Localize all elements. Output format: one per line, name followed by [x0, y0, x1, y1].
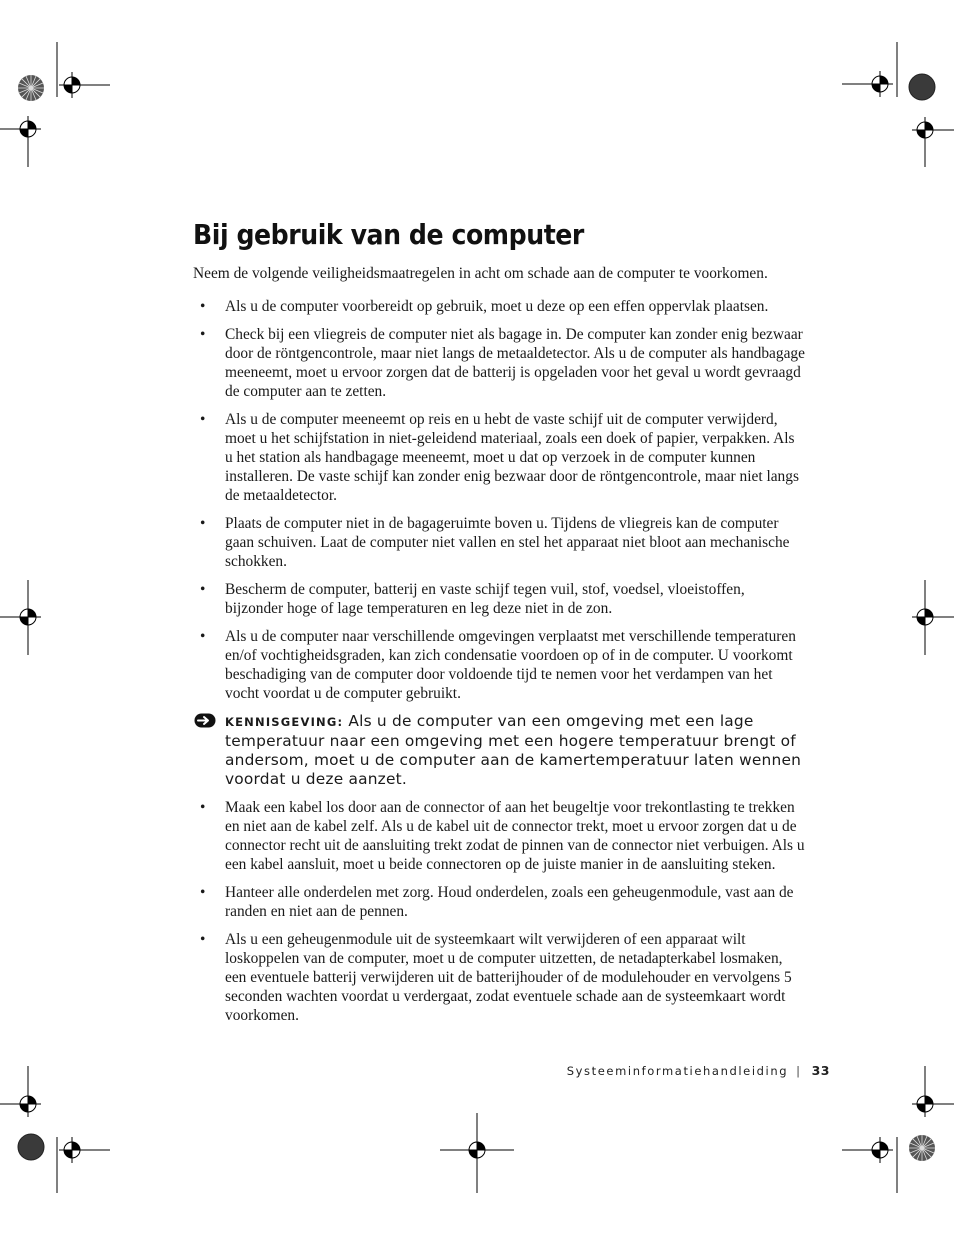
list-item-text: Plaats de computer niet in de bagageruimte boven u. Tijdens de vliegreis kan de computer gaan schuiven. Laat de computer niet vallen en stel het apparaat niet bloot aan mechanische schokken. — [225, 515, 790, 570]
bullet-icon: • — [200, 884, 206, 901]
notice-label: KENNISGEVING: — [225, 715, 344, 729]
bullet-icon: • — [200, 931, 206, 948]
page-number: 33 — [811, 1063, 830, 1078]
intro-paragraph: Neem de volgende veiligheidsmaatregelen in acht om schade aan de computer te voorkomen. — [193, 265, 768, 282]
list-item-text: Hanteer alle onderdelen met zorg. Houd onderdelen, zoals een geheugenmodule, vast aan de randen en niet aan de pennen. — [225, 884, 794, 920]
list-item-text: Als u de computer meeneemt op reis en u hebt de vaste schijf uit de computer verwijderd, moet u het schijfstation in niet-geleidend materiaal, zoals een doek of papier, verpakken. Als u het station als handbagage meeneemt, moet u dat op verzoek in de computer kunnen installeren. De vaste schijf kan zonder enig bezwaar door de röntgencontrole, maar niet langs de metaaldetector. — [225, 411, 799, 504]
list-item-text: Als u een geheugenmodule uit de systeemkaart wilt verwijderen of een apparaat wilt loskoppelen van de computer, moet u de computer uitzetten, de netadapterkabel losmaken, een eventuele batterij verwijderen uit de batterijhouder of de modulehouder en vervolgens 5 seconden wachten voordat u verdergaat, zodat eventuele schade aan de systeemkaart wordt voorkomen. — [225, 931, 792, 1024]
list-item — [193, 883, 805, 921]
list-item — [193, 627, 805, 703]
list-item — [193, 930, 805, 1025]
list-item — [193, 297, 805, 316]
footer-separator: | — [796, 1064, 802, 1078]
list-item — [193, 580, 805, 618]
list-item-text: Bescherm de computer, batterij en vaste schijf tegen vuil, stof, voedsel, vloeistoffen, bijzonder hoge of lage temperaturen en leg deze niet in de zon. — [225, 581, 745, 617]
list-item — [193, 514, 805, 571]
footer-book-title: Systeeminformatiehandleiding — [566, 1064, 789, 1078]
bullet-icon: • — [200, 298, 206, 315]
bullet-icon: • — [200, 326, 206, 343]
list-item-text: Als u de computer naar verschillende omgevingen verplaatst met verschillende temperaturen en/of vochtigheidsgraden, kan zich condensatie voordoen op of in de computer. U voorkomt beschadiging van de computer door voldoende tijd te nemen voor het verdampen van het vocht voordat u de computer gebruikt. — [225, 628, 796, 702]
notice-arrow-icon — [194, 713, 216, 728]
page-title: Bij gebruik van de computer — [193, 218, 584, 251]
bullet-icon: • — [200, 515, 206, 532]
bullet-icon: • — [200, 799, 206, 816]
list-item-text: Maak een kabel los door aan de connector of aan het beugeltje voor trekontlasting te trekken en niet aan de kabel zelf. Als u de kabel uit de connector trekt, moet u ervoor zorgen dat u de connector recht uit de aansluiting trekt zodat de pinnen van de connector niet verbuigen. Als u een kabel aansluit, moet u beide connectoren op de juiste manier in de aansluiting steken. — [225, 799, 805, 873]
page-footer — [560, 1063, 830, 1078]
bullet-icon: • — [200, 411, 206, 428]
list-item — [193, 410, 805, 505]
list-item — [193, 798, 805, 874]
bullet-icon: • — [200, 581, 206, 598]
bullet-icon: • — [200, 628, 206, 645]
list-item-text: Als u de computer voorbereidt op gebruik, moet u deze op een effen oppervlak plaatsen. — [225, 298, 769, 315]
notice-callout — [193, 712, 805, 789]
notice-text: Als u de computer van een omgeving met een lage temperatuur naar een omgeving met een hogere temperatuur brengt of andersom, moet u de computer aan de kamertemperatuur laten wennen voordat u deze aanzet. — [225, 712, 802, 788]
list-item — [193, 325, 805, 401]
precaution-list — [193, 297, 805, 1034]
list-item-text: Check bij een vliegreis de computer niet als bagage in. De computer kan zonder enig bezwaar door de röntgencontrole, maar niet langs de metaaldetector. Als u de computer als handbagage meeneemt, moet u ervoor zorgen dat de batterij is opgeladen voor het geval u wordt gevraagd de computer aan te zetten. — [225, 326, 805, 400]
